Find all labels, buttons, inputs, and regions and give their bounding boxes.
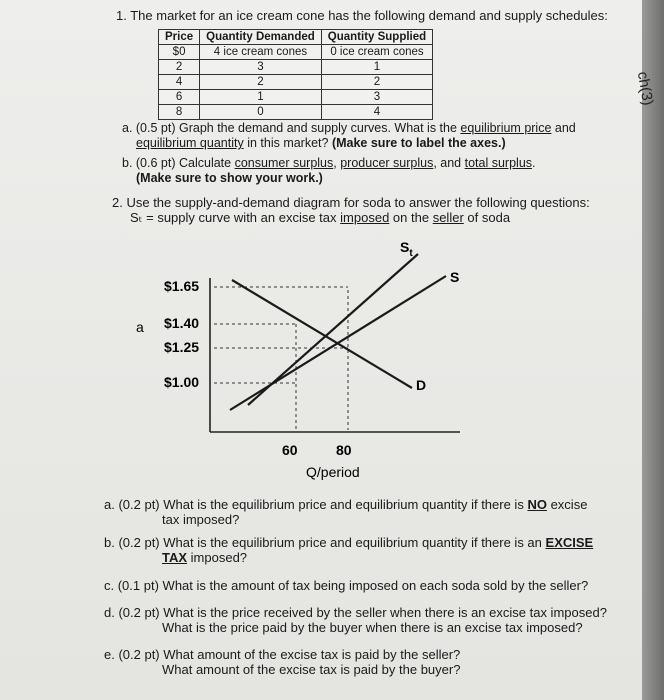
d-curve-label: D [416,377,427,393]
q2d-prompt: d. (0.2 pt) What is the price received by the seller when there is an excise tax imposed? [104,605,607,620]
question-1-prompt: 1. The market for an ice cream cone has the following demand and supply schedules: [116,8,608,23]
s-curve-label: S [450,269,460,285]
supply-curve [230,276,446,410]
price-tick-125: $1.25 [164,339,200,355]
table-row: $0 4 ice cream cones 0 ice cream cones [159,45,433,60]
question-2-prompt: 2. Use the supply-and-demand diagram for soda to answer the following questions: [112,195,590,210]
q1a-prompt-line2: equilibrium quantity in this market? (Make sure to label the axes.) [136,136,506,150]
q2d-prompt-line2: What is the price paid by the buyer when there is an excise tax imposed? [162,620,583,635]
supply-demand-diagram [136,239,490,495]
handwritten-mark: a [136,319,144,335]
price-tick-165: $1.65 [164,278,200,294]
price-tick-100: $1.00 [164,374,200,390]
q2a-prompt-line2: tax imposed? [162,512,240,527]
col-qd-header: Quantity Demanded [200,30,322,45]
q2e-prompt: e. (0.2 pt) What amount of the excise tax is paid by the seller? [104,647,461,662]
background-edge [633,0,664,700]
q2b-prompt: b. (0.2 pt) What is the equilibrium price and equilibrium quantity if there is an EXCISE [104,535,594,550]
q2c-prompt: c. (0.1 pt) What is the amount of tax being imposed on each soda sold by the seller? [104,578,589,593]
qty-tick-80: 80 [336,442,352,458]
q1b-note: (Make sure to show your work.) [136,171,323,185]
col-price-header: Price [159,30,200,45]
qty-tick-60: 60 [282,442,298,458]
price-tick-140: $1.40 [164,315,200,331]
background-edge-text: ch(3) [633,70,657,107]
q1b-prompt: b. (0.6 pt) Calculate consumer surplus, producer surplus, and total surplus. [122,156,536,170]
q1a-prompt: a. (0.5 pt) Graph the demand and supply curves. What is the equilibrium price and [122,121,576,135]
q2a-prompt: a. (0.2 pt) What is the equilibrium price and equilibrium quantity if there is NO excise [104,497,588,512]
table-row: 6 1 3 [159,90,433,105]
st-curve-label: $S_t$ [400,239,413,259]
schedule-table [158,29,433,120]
table-row: 2 3 1 [159,60,433,75]
x-axis-label: Q/period [306,464,360,480]
question-2-definition: Sₜ = supply curve with an excise tax imposed on the seller of soda [130,210,511,225]
table-row: 4 2 2 [159,75,433,90]
col-qs-header: Quantity Supplied [321,30,432,45]
supply-with-tax-curve [248,254,418,405]
table-row: 8 0 4 [159,105,433,120]
demand-curve [232,280,412,388]
q2b-prompt-line2: TAX imposed? [162,550,248,565]
q2e-prompt-line2: What amount of the excise tax is paid by the buyer? [162,662,461,677]
